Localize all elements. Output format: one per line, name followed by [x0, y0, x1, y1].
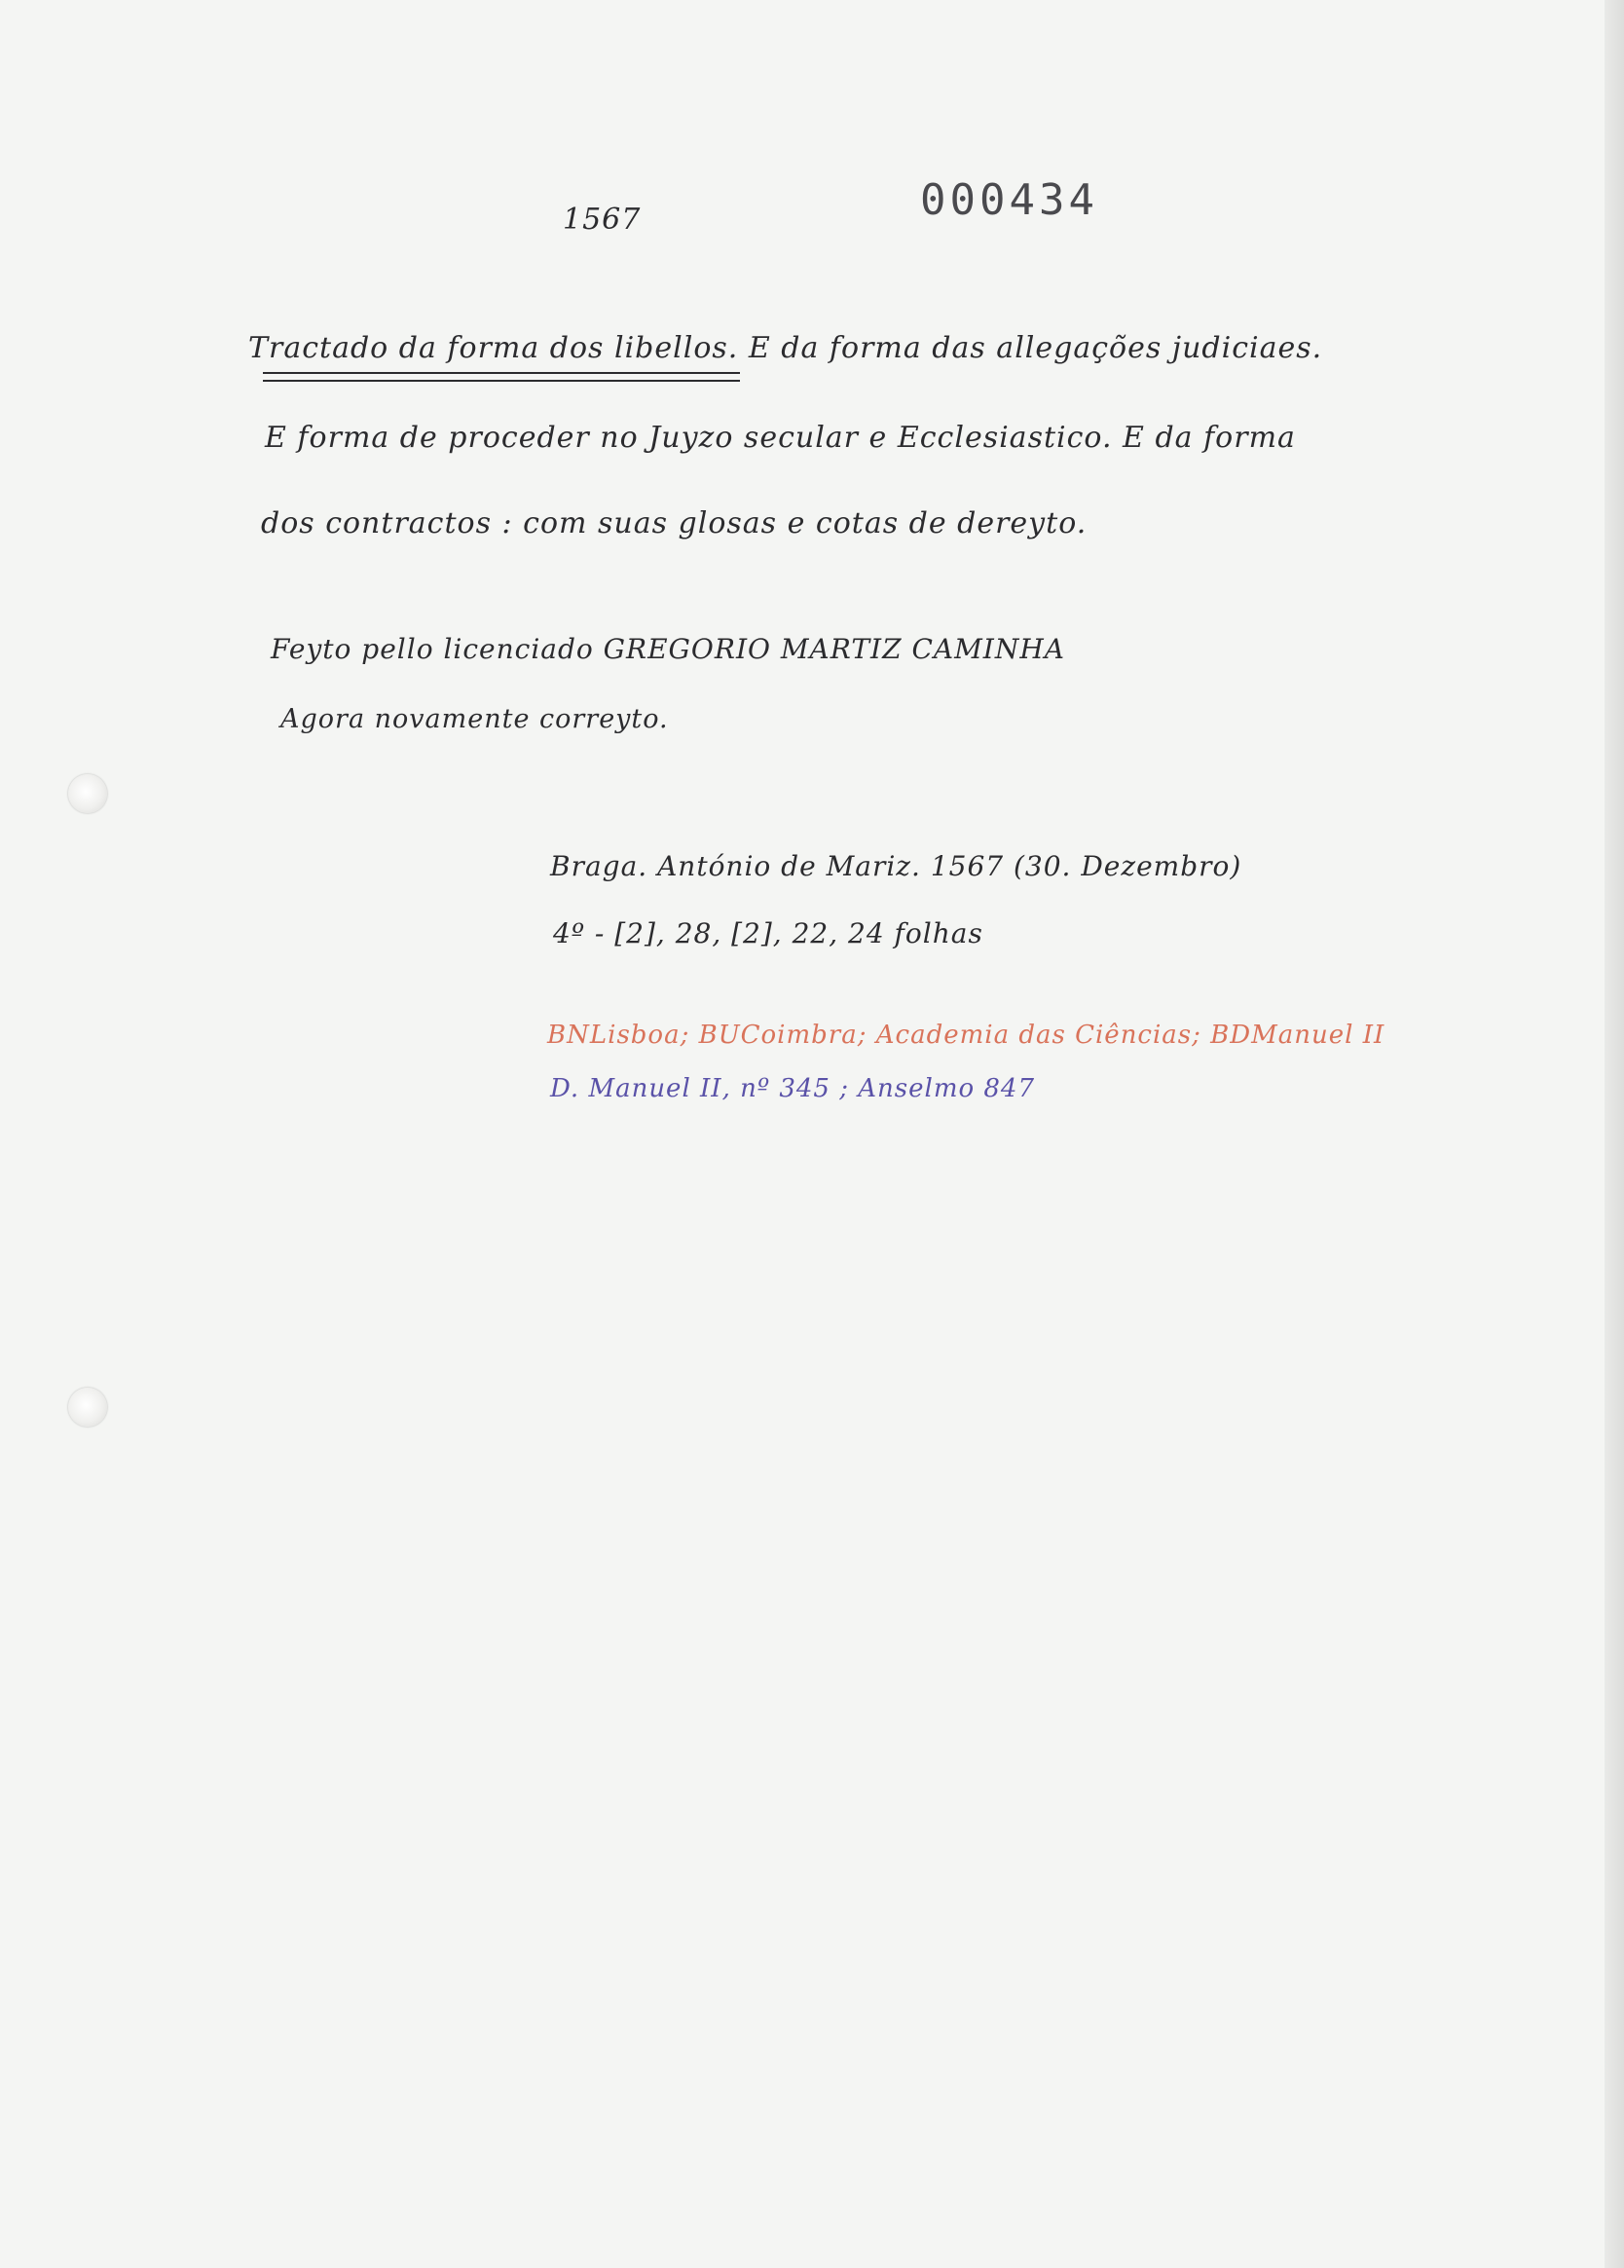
author-line: Feyto pello licenciado GREGORIO MARTIZ CAMINHA — [271, 633, 1065, 665]
title-line-1-rest: . E da forma das allegações judiciaes. — [727, 331, 1323, 365]
edition-note: Agora novamente correyto. — [280, 704, 669, 734]
title-line-1 — [248, 331, 1322, 365]
title-line-2: E forma de proceder no Juyzo secular e Ecclesiastico. E da forma — [265, 421, 1296, 455]
punch-hole-bottom — [68, 1388, 107, 1427]
record-number-stamp: 000434 — [920, 175, 1098, 225]
imprint-line: Braga. António de Mariz. 1567 (30. Dezembro) — [550, 850, 1242, 882]
collation-line: 4º - [2], 28, [2], 22, 24 folhas — [553, 917, 983, 949]
title-line-3: dos contractos : com suas glosas e cotas de dereyto. — [261, 506, 1088, 540]
bibliographic-reference: D. Manuel II, nº 345 ; Anselmo 847 — [550, 1074, 1036, 1103]
title-underlined-text: Tractado da forma dos libellos — [248, 331, 728, 365]
punch-hole-top — [68, 774, 107, 813]
title-double-underline — [263, 372, 740, 382]
page-edge — [1605, 0, 1624, 2268]
year-label: 1567 — [563, 203, 642, 237]
holding-libraries: BNLisboa; BUCoimbra; Academia das Ciências; BDManuel II — [547, 1021, 1385, 1050]
